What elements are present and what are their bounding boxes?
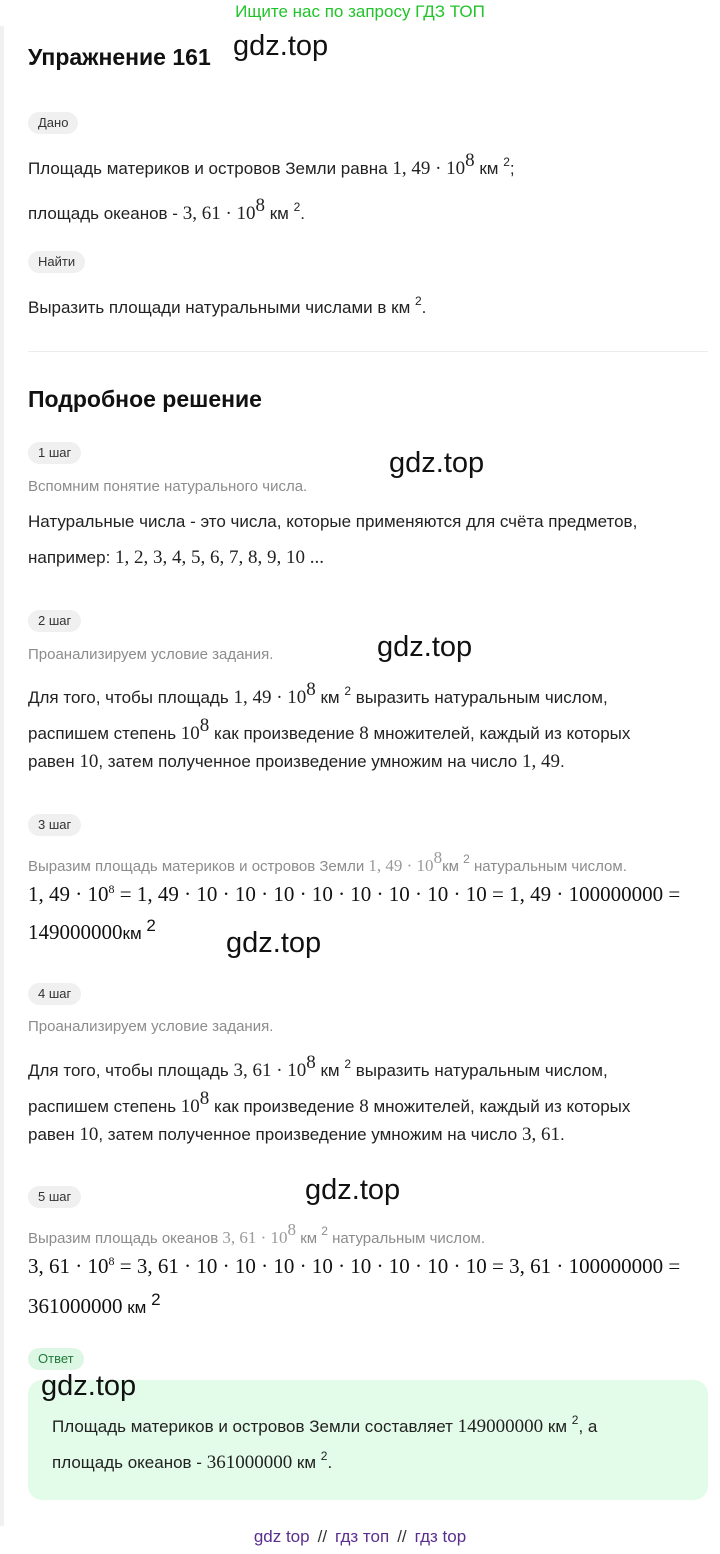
given-line-2: площадь океанов - 3, $61 \cdot 10^8$ км $^2$. [28, 195, 306, 224]
step-3-badge: 3 шаг [28, 814, 81, 836]
step-2-badge: 2 шаг [28, 610, 81, 632]
footer-separator: // [317, 1527, 328, 1546]
step-2-line-3: равен 10, затем полученное произведение умножим на число 1, 49. [28, 751, 565, 772]
step-1-line-2: например: 1, 2, 3, 4, 5, 6, 7, 8, 9, 10 ... [28, 547, 325, 568]
answer-line-1: Площадь материков и островов Земли составляет 149000000 км $^2$, а [52, 1413, 598, 1437]
step-3-formula-2: 149000000км $^2$ [28, 916, 156, 944]
page-title: Упражнение 161 [28, 44, 211, 70]
find-text: Выразить площади натуральными числами в км $^2$. [28, 294, 427, 317]
answer-line-2: площадь океанов - 361000000 км $^2$. [52, 1449, 333, 1473]
footer-link-gdz-top[interactable]: gdz top [253, 1527, 310, 1546]
step-5-formula-1: 3, $61 \cdot 10^8 = 3$, 61 · 10 · 10 · 10 · 10 · 10 · 10 · 10 · 10 = 3, 61 · 100000000 = [28, 1254, 681, 1278]
step-4-hint: Проанализируем условие задания. [28, 1018, 274, 1035]
find-badge: Найти [28, 251, 85, 273]
step-4-line-1: Для того, чтобы площадь 3, $61 \cdot 10^8$ км $^2$ выразить натуральным числом, [28, 1052, 608, 1081]
step-5-formula-2: 361000000 км $^2$ [28, 1290, 161, 1318]
step-5-hint: Выразим площадь океанов 3, $61 \cdot 10^8$ км $^2$ натуральным числом. [28, 1220, 486, 1247]
step-4-line-3: равен 10, затем полученное произведение умножим на число 3, 61. [28, 1124, 565, 1145]
given-badge: Дано [28, 112, 78, 134]
step-2-hint: Проанализируем условие задания. [28, 646, 274, 663]
given-line-1: Площадь материков и островов Земли равна 1, $49 \cdot 10^8$ км $^2$; [28, 150, 515, 179]
step-4-badge: 4 шаг [28, 983, 81, 1005]
footer-links [0, 1527, 720, 1547]
footer-separator: // [397, 1527, 407, 1546]
step-1-line-1: Натуральные числа - это числа, которые применяются для счёта предметов, [28, 512, 638, 531]
step-3-hint: Выразим площадь материков и островов Земли 1, $49 \cdot 10^8км$ $^2$ натуральным числом. [28, 848, 627, 875]
watermark: gdz.top [226, 927, 322, 959]
step-1-hint: Вспомним понятие натурального числа. [28, 478, 308, 495]
watermark: gdz.top [41, 1370, 137, 1402]
step-4-line-2: распишем степень $10^8$ как произведение 8 множителей, каждый из которых [28, 1088, 631, 1117]
step-2-line-1: Для того, чтобы площадь 1, $49 \cdot 10^8$ км $^2$ выразить натуральным числом, [28, 679, 608, 708]
step-1-badge: 1 шаг [28, 442, 81, 464]
step-2-line-2: распишем степень $10^8$ как произведение 8 множителей, каждый из которых [28, 715, 631, 744]
footer-link-gdz-top-ru[interactable]: гдз топ [335, 1527, 390, 1546]
watermark: gdz.top [233, 30, 329, 62]
watermark: gdz.top [377, 631, 473, 663]
watermark: gdz.top [389, 447, 485, 479]
answer-badge: Ответ [28, 1348, 84, 1370]
step-3-formula-1: 1, $49 \cdot 10^8 = 1$, 49 · 10 · 10 · 10 · 10 · 10 · 10 · 10 · 10 = 1, 49 · 100000000 = [28, 882, 681, 906]
footer-link-gdz-top-mixed[interactable]: гдз top [414, 1527, 467, 1546]
divider [28, 351, 708, 352]
search-banner[interactable]: Ищите нас по запросу ГДЗ ТОП [235, 2, 485, 21]
step-5-badge: 5 шаг [28, 1186, 81, 1208]
solution-title: Подробное решение [28, 386, 262, 412]
left-rule [0, 26, 4, 1526]
watermark: gdz.top [305, 1174, 401, 1206]
